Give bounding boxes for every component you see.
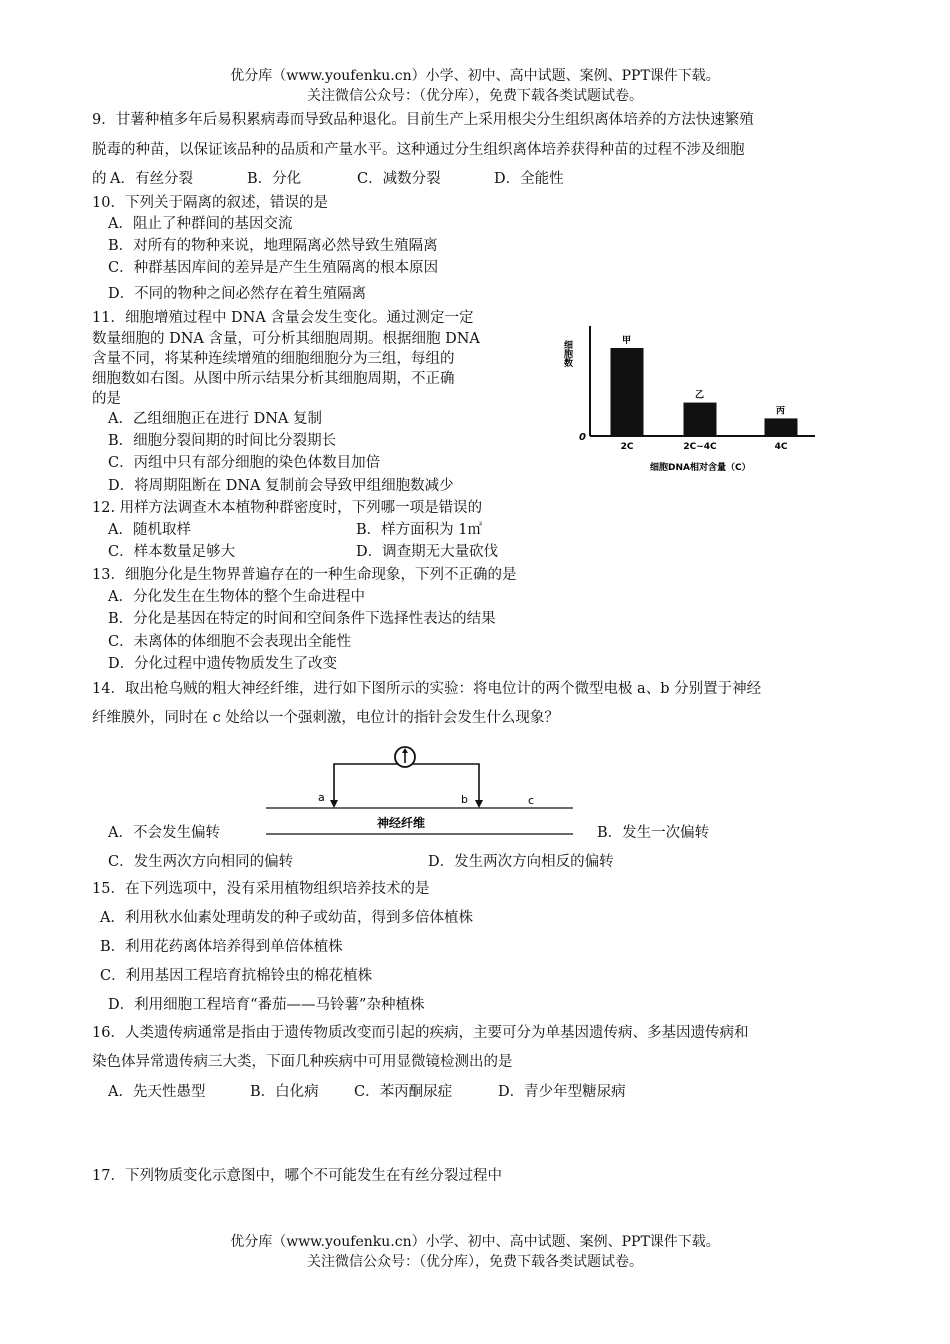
q11-option-c: C．丙组中只有部分细胞的染色体数目加倍 <box>108 455 381 471</box>
chart-bar-label-1: 甲 <box>622 336 632 346</box>
q12-stem: 12. 用样方法调查木本植物种群密度时，下列哪一项是错误的 <box>92 500 483 516</box>
footer-line-1: 优分库（www.youfenku.cn）小学、初中、高中试题、案例、PPT课件下载。 <box>230 1234 720 1250</box>
q13-stem: 13．细胞分化是生物界普遍存在的一种生命现象，下列不正确的是 <box>92 567 517 583</box>
chart-x-tick-2: 2C~4C <box>683 442 717 452</box>
q9-stem-line-1: 9．甘薯种植多年后易积累病毒而导致品种退化。目前生产上采用根尖分生组织离体培养的方法快速繁殖 <box>92 112 754 128</box>
chart-x-label: 细胞DNA相对含量（C） <box>650 463 751 473</box>
q12-option-a: A．随机取样 <box>108 522 191 538</box>
q9-stem-line-2: 脱毒的种苗，以保证该品种的品质和产量水平。这种通过分生组织离体培养获得种苗的过程不涉及细胞 <box>92 142 745 158</box>
electrode-a-label: a <box>318 791 325 804</box>
q9-option-d: D．全能性 <box>494 171 564 187</box>
dna-content-bar-chart <box>562 318 825 478</box>
q14-option-a: A．不会发生偏转 <box>108 825 220 841</box>
q16-option-c: C．苯丙酮尿症 <box>354 1084 453 1100</box>
chart-x-tick-3: 4C <box>774 442 788 452</box>
electrode-b-label: b <box>461 793 468 806</box>
electrode-wire <box>334 764 479 806</box>
fiber-label: 神经纤维 <box>377 816 426 830</box>
header-line-1: 优分库（www.youfenku.cn）小学、初中、高中试题、案例、PPT课件下载。 <box>230 68 720 84</box>
q12-option-d: D．调查期无大量砍伐 <box>356 544 499 560</box>
q9-option-a: A．有丝分裂 <box>110 171 193 187</box>
q11-stem-line-2: 数量细胞的 DNA 含量，可分析其细胞周期。根据细胞 DNA <box>92 331 480 347</box>
electrode-b-tip <box>475 800 483 808</box>
q15-stem: 15．在下列选项中，没有采用植物组织培养技术的是 <box>92 881 430 897</box>
q10-option-d: D．不同的物种之间必然存在着生殖隔离 <box>108 286 367 302</box>
q14-option-c: C．发生两次方向相同的偏转 <box>108 854 294 870</box>
chart-bar-label-2: 乙 <box>695 390 705 401</box>
q15-option-b: B．利用花药离体培养得到单倍体植株 <box>100 939 343 955</box>
chart-y-label: 细胞数 <box>562 340 572 367</box>
q11-option-d: D．将周期阻断在 DNA 复制前会导致甲组细胞数减少 <box>108 478 454 494</box>
footer-line-2: 关注微信公众号：（优分库），免费下载各类试题试卷。 <box>307 1254 643 1270</box>
chart-bar-label-3: 丙 <box>776 406 786 417</box>
q9-option-c: C．减数分裂 <box>357 171 441 187</box>
q14-stem-line-2: 纤维膜外，同时在 c 处给以一个强刺激，电位计的指针会发生什么现象？ <box>92 710 559 726</box>
q10-option-a: A．阻止了种群间的基因交流 <box>108 216 293 232</box>
q11-option-a: A．乙组细胞正在进行 DNA 复制 <box>108 411 322 427</box>
q12-option-b: B．样方面积为 1㎡ <box>356 522 482 538</box>
q9-option-b: B．分化 <box>247 171 302 187</box>
q16-stem-line-1: 16．人类遗传病通常是指由于遗传物质改变而引起的疾病，主要可分为单基因遗传病、多基因遗传病和 <box>92 1025 749 1041</box>
q13-option-d: D．分化过程中遗传物质发生了改变 <box>108 656 338 672</box>
q16-option-a: A．先天性愚型 <box>108 1084 206 1100</box>
q14-stem-line-1: 14．取出枪乌贼的粗大神经纤维，进行如下图所示的实验：将电位计的两个微型电极 a、b 分别置于神经 <box>92 681 762 697</box>
chart-bar-1 <box>611 348 644 436</box>
q12-option-c: C．样本数量足够大 <box>108 544 236 560</box>
q10-option-c: C．种群基因库间的差异是产生生殖隔离的根本原因 <box>108 260 439 276</box>
q11-stem-line-1: 11．细胞增殖过程中 DNA 含量会发生变化。通过测定一定 <box>92 310 474 326</box>
q15-option-c: C．利用基因工程培育抗棉铃虫的棉花植株 <box>100 968 373 984</box>
q16-option-d: D．青少年型糖尿病 <box>498 1084 626 1100</box>
q10-stem: 10．下列关于隔离的叙述，错误的是 <box>92 195 328 211</box>
q14-option-b: B．发生一次偏转 <box>597 825 710 841</box>
header-line-2: 关注微信公众号：（优分库），免费下载各类试题试卷。 <box>307 88 643 104</box>
chart-x-tick-1: 2C <box>620 442 634 452</box>
q16-stem-line-2: 染色体异常遗传病三大类，下面几种疾病中可用显微镜检测出的是 <box>92 1054 513 1070</box>
stimulus-c-label: c <box>528 794 535 807</box>
electrode-a-tip <box>330 800 338 808</box>
q16-option-b: B．白化病 <box>250 1084 319 1100</box>
q11-stem-line-5: 的是 <box>92 391 121 407</box>
chart-bar-2 <box>684 403 717 436</box>
q11-stem-line-4: 细胞数如右图。从图中所示结果分析其细胞周期，不正确 <box>92 371 455 387</box>
q11-option-b: B．细胞分裂间期的时间比分裂期长 <box>108 433 337 449</box>
q15-option-a: A．利用秋水仙素处理萌发的种子或幼苗，得到多倍体植株 <box>100 910 473 926</box>
nerve-fiber-diagram <box>260 742 580 837</box>
q13-option-b: B．分化是基因在特定的时间和空间条件下选择性表达的结果 <box>108 611 496 627</box>
q15-option-d: D．利用细胞工程培育“番茄——马铃薯”杂种植株 <box>108 997 425 1013</box>
q9-stem-line-3: 的 <box>92 171 107 187</box>
q13-option-a: A．分化发生在生物体的整个生命进程中 <box>108 589 365 605</box>
chart-origin-label: 0 <box>579 432 586 443</box>
q14-option-d: D．发生两次方向相反的偏转 <box>428 854 614 870</box>
q13-option-c: C．未离体的体细胞不会表现出全能性 <box>108 634 352 650</box>
q10-option-b: B．对所有的物种来说，地理隔离必然导致生殖隔离 <box>108 238 438 254</box>
q17-stem: 17．下列物质变化示意图中，哪个不可能发生在有丝分裂过程中 <box>92 1168 502 1184</box>
q11-stem-line-3: 含量不同，将某种连续增殖的细胞细胞分为三组，每组的 <box>92 351 455 367</box>
chart-bar-3 <box>765 418 798 436</box>
